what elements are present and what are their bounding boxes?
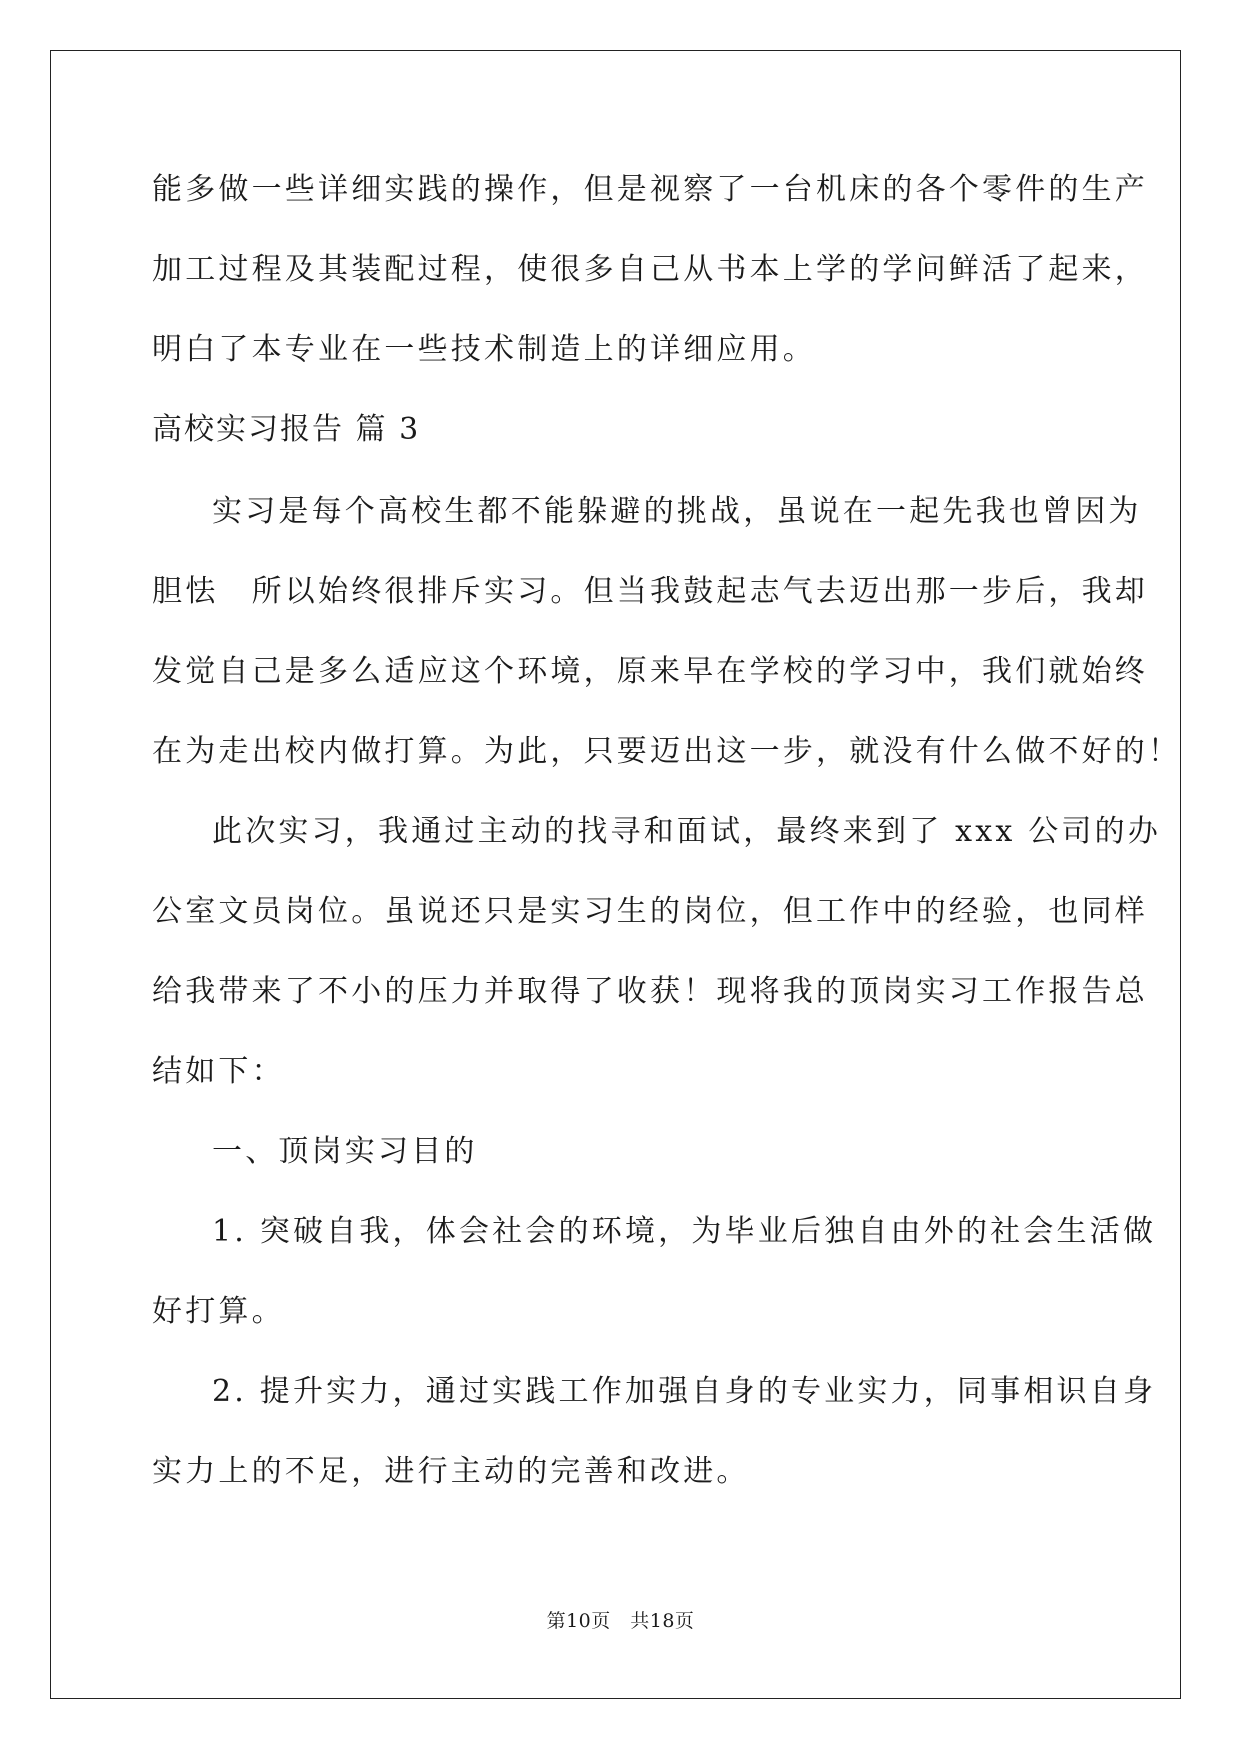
- body-line: 胆怯 所以始终很排斥实习。但当我鼓起志气去迈出那一步后，我却: [152, 574, 1148, 609]
- list-item: 2. 提升实力，通过实践工作加强自身的专业实力，同事相识自身: [212, 1374, 1157, 1409]
- body-line: 明白了本专业在一些技术制造上的详细应用。: [152, 332, 816, 367]
- list-item-continuation: 好打算。: [152, 1294, 285, 1329]
- section-heading: 高校实习报告 篇 3: [152, 412, 421, 447]
- list-item: 1. 突破自我，体会社会的环境，为毕业后独自由外的社会生活做: [212, 1214, 1157, 1249]
- list-heading: 一、顶岗实习目的: [212, 1134, 478, 1169]
- body-line: 加工过程及其装配过程，使很多自己从书本上学的学问鲜活了起来，: [152, 252, 1148, 287]
- body-line: 实习是每个高校生都不能躲避的挑战，虽说在一起先我也曾因为: [212, 494, 1142, 529]
- body-line: 此次实习，我通过主动的找寻和面试，最终来到了 xxx 公司的办: [212, 814, 1162, 849]
- body-line: 给我带来了不小的压力并取得了收获！现将我的顶岗实习工作报告总: [152, 974, 1148, 1009]
- body-line: 能多做一些详细实践的操作，但是视察了一台机床的各个零件的生产: [152, 172, 1148, 207]
- body-line: 发觉自己是多么适应这个环境，原来早在学校的学习中，我们就始终: [152, 654, 1148, 689]
- list-item-continuation: 实力上的不足，进行主动的完善和改进。: [152, 1454, 750, 1489]
- page-number-footer: 第10页 共18页: [546, 1610, 695, 1632]
- body-line: 结如下：: [152, 1054, 285, 1089]
- body-line: 公室文员岗位。虽说还只是实习生的岗位，但工作中的经验，也同样: [152, 894, 1148, 929]
- body-line: 在为走出校内做打算。为此，只要迈出这一步，就没有什么做不好的！: [152, 734, 1182, 769]
